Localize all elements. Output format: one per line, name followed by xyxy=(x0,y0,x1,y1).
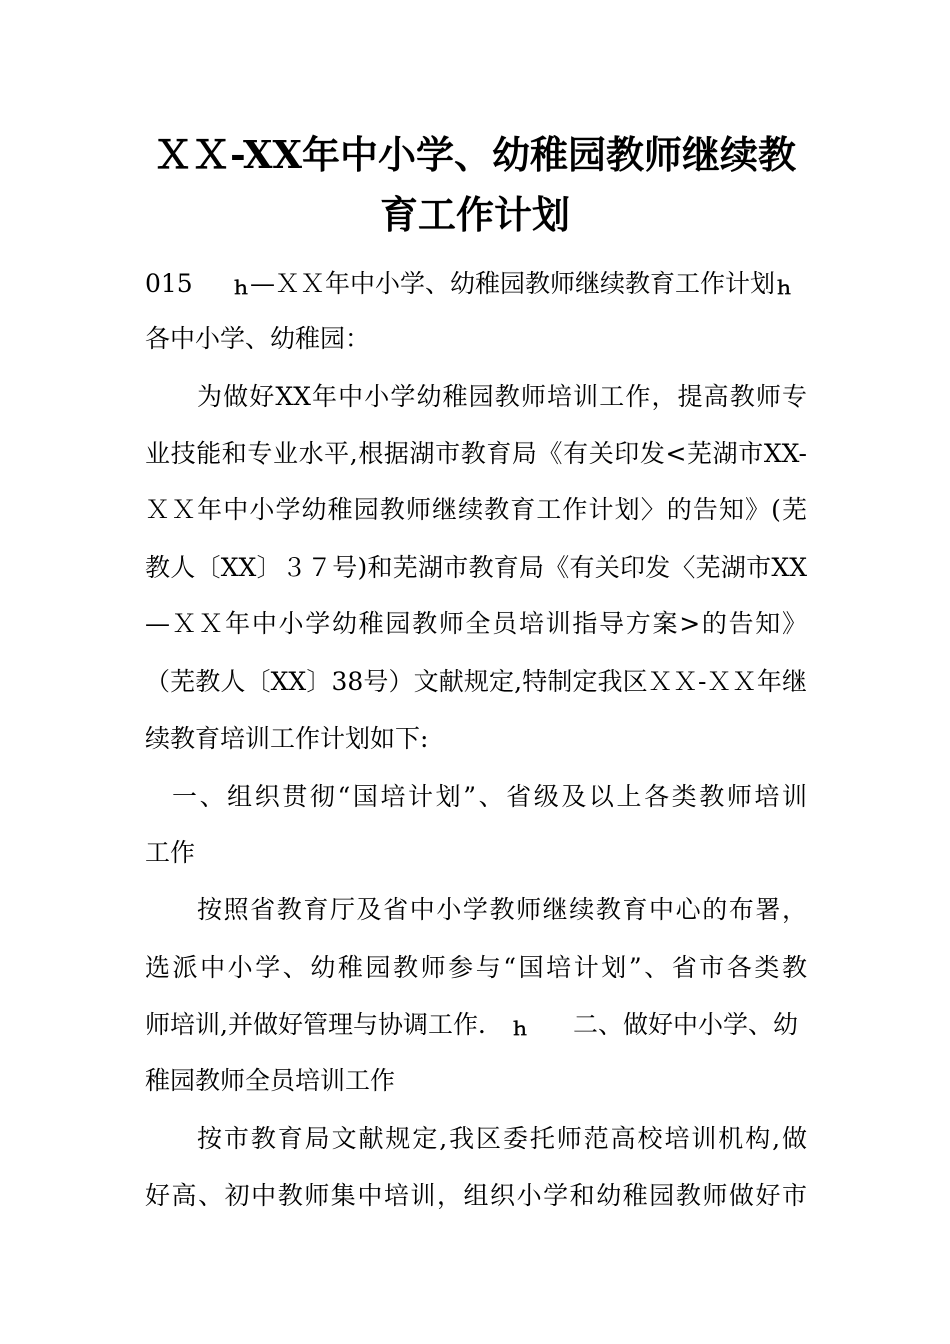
paragraph1-line-7: 续教育培训工作计划如下: xyxy=(145,724,429,753)
section2-heading-start: 二、做好中小学、幼 xyxy=(573,1010,799,1039)
header-text: —ＸＸ年中小学、幼稚园教师继续教育工作计划 xyxy=(250,269,776,298)
paragraph1-line-4: 教人〔XX〕３７号)和芜湖市教育局《有关印发〈芜湖市XX xyxy=(145,553,807,582)
paragraph3-line-2: 好高、初中教师集中培训，组织小学和幼稚园教师做好市 xyxy=(145,1181,807,1210)
section1-heading-line-2: 工作 xyxy=(145,838,196,867)
document-title-line-2: 育工作计划 xyxy=(379,192,570,237)
paragraph2-line-3 xyxy=(145,1010,529,1040)
paragraph1-line-2: 业技能和专业水平,根据湖市教育局《有关印发<芜湖市XX- xyxy=(145,439,807,468)
paragraph2-line-2: 选派中小学、幼稚园教师参与“国培计划”、省市各类教 xyxy=(145,953,807,982)
paragraph1-line-6: （芜教人〔XX〕38号）文献规定,特制定我区ＸＸ-ＸＸ年继 xyxy=(145,667,807,696)
paragraph1-line-1: 为做好XX年中小学幼稚园教师培训工作，提高教师专 xyxy=(197,382,807,411)
section1-heading-line-1: 一、组织贯彻“国培计划”、省级及以上各类教师培训 xyxy=(172,782,807,811)
header-mark: ｈ xyxy=(232,278,250,299)
paragraph2-mark: ｈ xyxy=(510,1019,529,1040)
header-line xyxy=(232,269,794,299)
document-title-line-1: ＸＸ-XX年中小学、幼稚园教师继续教 xyxy=(154,132,796,177)
salutation: 各中小学、幼稚园： xyxy=(145,324,371,353)
header-code: 015 xyxy=(145,269,193,298)
paragraph1-line-3: ＸＸ年中小学幼稚园教师继续教育工作计划〉的告知》(芜 xyxy=(145,495,807,524)
paragraph3-line-1: 按市教育局文献规定,我区委托师范高校培训机构,做 xyxy=(197,1124,807,1153)
paragraph2-line-1: 按照省教育厅及省中小学教师继续教育中心的布署， xyxy=(197,895,807,924)
paragraph2-last-text: 师培训,并做好管理与协调工作． xyxy=(145,1010,503,1039)
header-mark-end: ｈ xyxy=(775,278,794,299)
section2-heading-end: 稚园教师全员培训工作 xyxy=(145,1066,396,1095)
paragraph1-line-5: —ＸＸ年中小学幼稚园教师全员培训指导方案>的告知》 xyxy=(145,609,807,638)
